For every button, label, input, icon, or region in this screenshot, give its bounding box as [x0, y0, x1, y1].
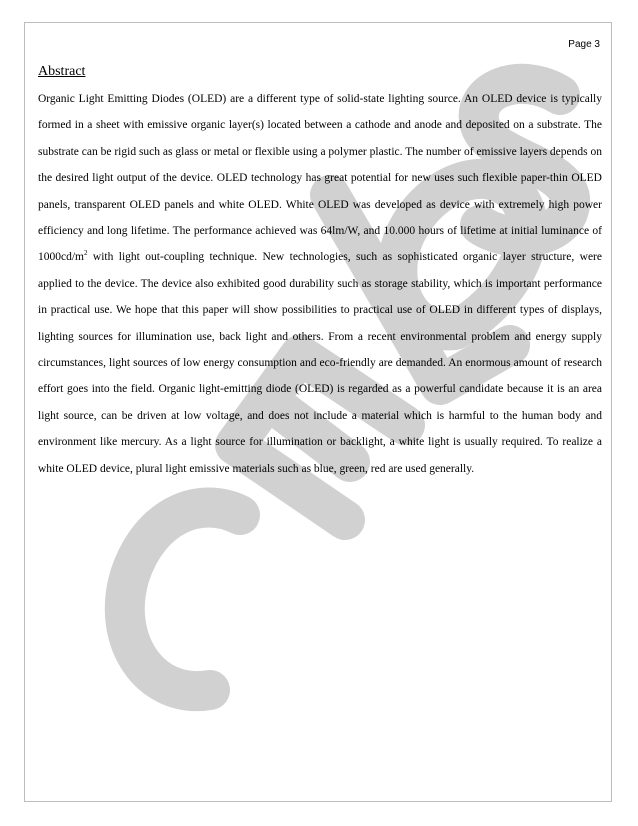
superscript-2: 2: [84, 249, 88, 258]
paragraph-text-part2: with light out-coupling technique. New technologies, such as sophisticated organic layer structure, were applied to the device. The device also exhibited good durability such as storage stability, which is important performance in practical use. We hope that this paper will show possibilities to practical use of OLED in different types of displays, lighting sources for illumination use, back light and others. From a recent environmental problem and energy supply circumstances, light sources of low energy consumption and eco-friendly are demanded. An enormous amount of research effort goes into the field. Organic light-emitting diode (OLED) is regarded as a powerful candidate because it is an area light source, can be driven at low voltage, and does not include a material which is harmful to the human body and environment like mercury. As a light source for illumination or backlight, a white light is usually required. To realize a white OLED device, plural light emissive materials such as blue, green, red are used generally.: [38, 251, 602, 475]
abstract-paragraph: [38, 86, 602, 482]
watermark-letter-c: [125, 508, 240, 692]
paragraph-text-part1: Organic Light Emitting Diodes (OLED) are a different type of solid-state lighting source. An OLED device is typically formed in a sheet with emissive organic layer(s) located between a cathode and anode and deposited on a substrate. The substrate can be rigid such as glass or metal or flexible using a polymer plastic. The number of emissive layers depends on the desired light output of the device. OLED technology has great potential for new uses such flexible paper-thin OLED panels, transparent OLED panels and white OLED. White OLED was developed as device with extremely high power efficiency and long lifetime. The performance achieved was 64lm/W, and 10.000 hours of lifetime at initial luminance of 1000cd/m: [38, 93, 602, 264]
section-heading: Abstract: [38, 64, 86, 79]
document-body: [38, 64, 602, 482]
page-number: Page 3: [568, 39, 600, 50]
